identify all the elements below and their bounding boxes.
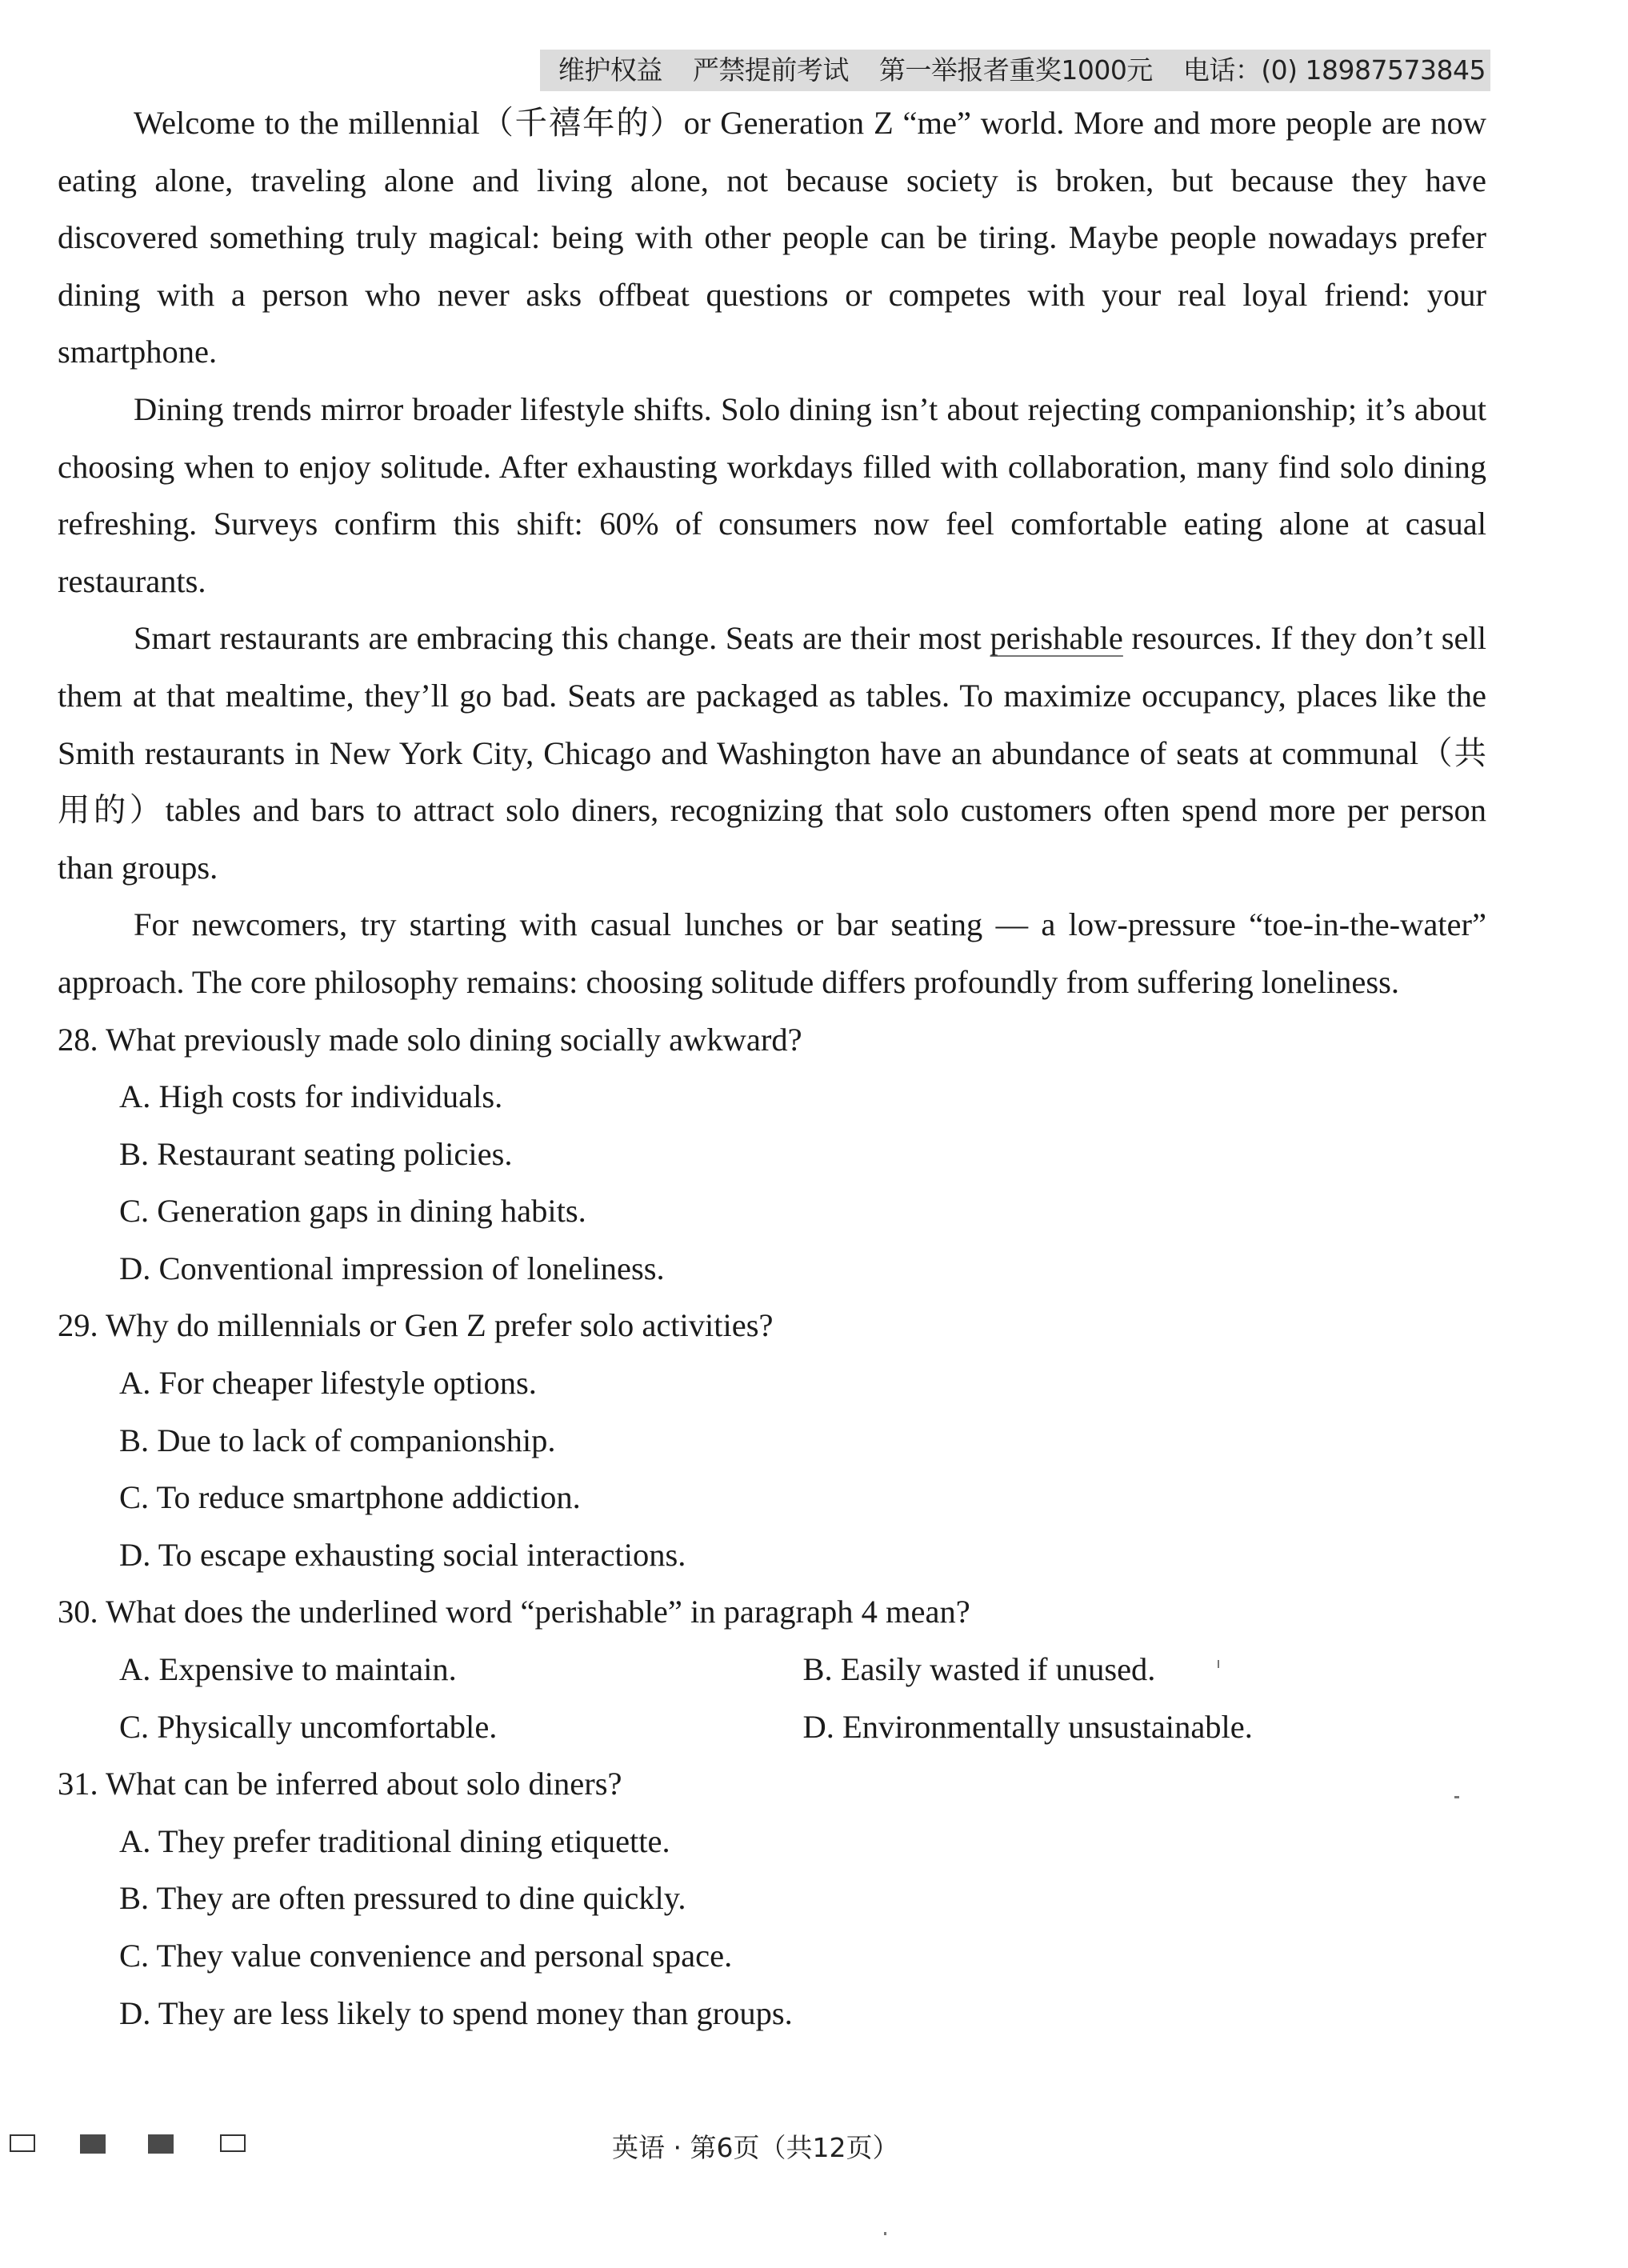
question-stem: 29. Why do millennials or Gen Z prefer solo activities? — [58, 1307, 774, 1344]
option-a: A. For cheaper lifestyle options. — [119, 1365, 537, 1402]
question-stem: 28. What previously made solo dining socially awkward? — [58, 1021, 802, 1058]
question-30 — [58, 1583, 1486, 1755]
option-a: A. Expensive to maintain. — [119, 1651, 457, 1688]
header-notice-no-early-exam: 严禁提前考试 — [692, 54, 849, 86]
option-row — [58, 1698, 1486, 1756]
registration-mark-empty-icon — [10, 2134, 35, 2152]
page-footer — [0, 2124, 1628, 2172]
question-29 — [58, 1297, 1486, 1583]
exam-content — [58, 94, 1486, 2042]
registration-mark-filled-icon — [80, 2134, 106, 2154]
option-b: B. They are often pressured to dine quickly. — [119, 1880, 686, 1917]
header-notice — [558, 51, 1486, 90]
option-c: C. They value convenience and personal space. — [119, 1938, 733, 1974]
option-d: D. To escape exhausting social interactions. — [119, 1536, 686, 1573]
passage-paragraph-2 — [58, 381, 1486, 610]
paragraph-text: resources. If they don’t sell them at that mealtime, they’ll go bad. Seats are packaged as tables. To maximize occupancy, places like the Smith restaurants in New York City, Chicago and Washington have an abundance of seats at communal（共用的）tables and bars to attract solo diners, recognizing that solo customers often spend more per person than groups. — [58, 620, 1486, 886]
registration-mark-empty-icon — [220, 2134, 246, 2152]
paragraph-text: Welcome to the millennial（千禧年的）or Generation Z “me” world. More and more people are now eating alone, traveling alone and living alone, not because society is broken, but because they have discovered something truly magical: being with other people can be tiring. Maybe people nowadays prefer dining with a person who never asks offbeat questions or competes with your real loyal friend: your smartphone. — [58, 105, 1486, 370]
option-b: B. Due to lack of companionship. — [119, 1422, 556, 1458]
scan-speck — [884, 2232, 886, 2235]
option-a: A. They prefer traditional dining etiquette. — [119, 1822, 670, 1859]
header-notice-phone: 电话：(0) 18987573845 — [1182, 54, 1486, 86]
option-d: D. They are less likely to spend money than groups. — [119, 1994, 793, 2031]
option-a: A. High costs for individuals. — [119, 1078, 503, 1115]
option-c: C. Generation gaps in dining habits. — [119, 1193, 586, 1230]
header-notice-rights: 维护权益 — [558, 54, 662, 86]
option-row — [58, 1641, 1486, 1698]
option-b: B. Easily wasted if unused. — [802, 1651, 1156, 1688]
passage-paragraph-3 — [58, 610, 1486, 896]
passage-paragraph-4 — [58, 896, 1486, 1010]
question-28 — [58, 1011, 1486, 1298]
paragraph-text: For newcomers, try starting with casual lunches or bar seating — a low-pressure “toe-in-the-water” approach. The core philosophy remains: choosing solitude differs profoundly from suffering loneliness. — [58, 906, 1486, 1000]
scan-speck — [1454, 1796, 1459, 1798]
scan-speck — [1218, 1660, 1219, 1668]
option-b: B. Restaurant seating policies. — [119, 1135, 513, 1172]
option-d: D. Environmentally unsustainable. — [802, 1708, 1253, 1745]
option-c: C. To reduce smartphone addiction. — [119, 1479, 581, 1516]
page-number: 英语 · 第6页（共12页） — [612, 2132, 899, 2163]
passage-paragraph-1 — [58, 94, 1486, 381]
underlined-word: perishable — [990, 620, 1123, 657]
question-stem: 30. What does the underlined word “perishable” in paragraph 4 mean? — [58, 1594, 970, 1630]
registration-mark-filled-icon — [148, 2134, 174, 2154]
question-stem: 31. What can be inferred about solo diners? — [58, 1766, 622, 1802]
question-31 — [58, 1755, 1486, 2042]
option-d: D. Conventional impression of loneliness. — [119, 1250, 665, 1286]
header-notice-reward: 第一举报者重奖1000元 — [878, 54, 1153, 86]
paragraph-text: Smart restaurants are embracing this change. Seats are their most — [134, 620, 990, 657]
option-c: C. Physically uncomfortable. — [119, 1708, 498, 1745]
paragraph-text: Dining trends mirror broader lifestyle shifts. Solo dining isn’t about rejecting companionship; it’s about choosing when to enjoy solitude. After exhausting workdays filled with collaboration, many find solo dining refreshing. Surveys confirm this shift: 60% of consumers now feel comfortable eating alone at casual restaurants. — [58, 390, 1486, 599]
